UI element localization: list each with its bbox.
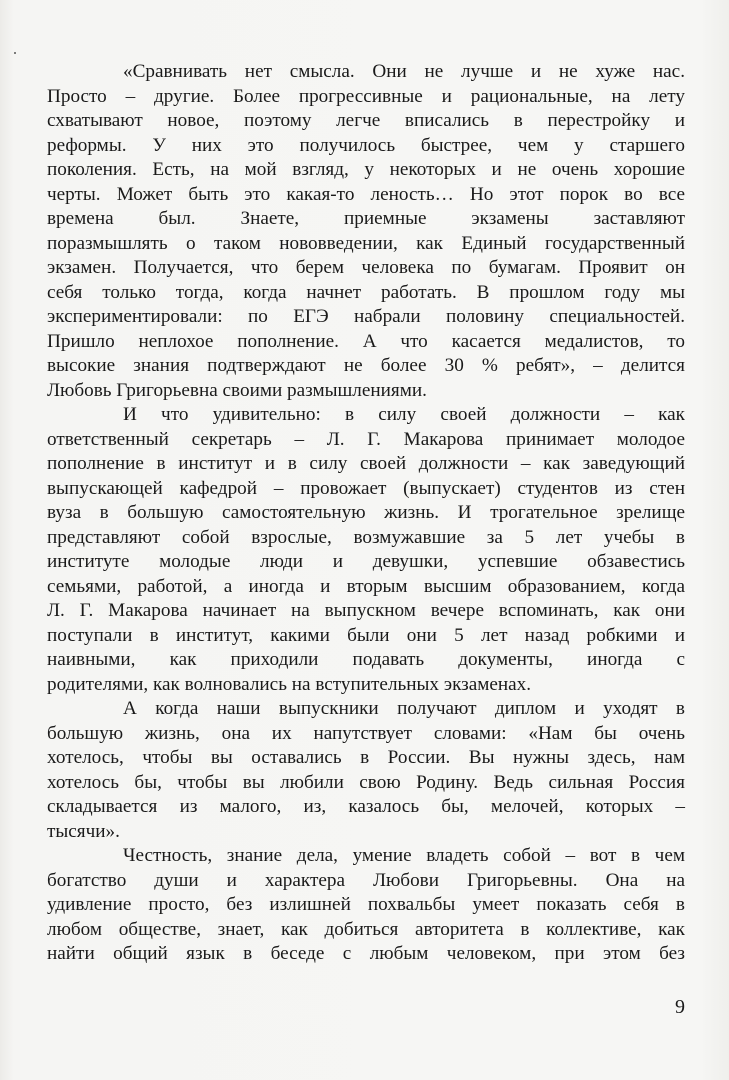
text-line: хотелось бы, чтобы вы любили свою Родину. Ведь сильная Россия xyxy=(47,771,685,793)
text-line: Честность, знание дела, умение владеть собой – вот в чем xyxy=(123,845,685,866)
text-line: найти общий язык в беседе с любым человеком, при этом без xyxy=(47,943,685,964)
text-line: семьями, работой, а иногда и вторым высшим образованием, когда xyxy=(47,575,685,597)
text-line: времена был. Знаете, приемные экзамены заставляют xyxy=(47,208,685,229)
text-line: высокие знания подтверждают не более 30 % ребят», – делится xyxy=(47,355,685,376)
text-line: поколения. Есть, на мой взгляд, у некоторых и не очень хорошие xyxy=(47,159,685,180)
scan-speck xyxy=(14,52,16,54)
text-line: родителями, как волновались на вступительных экзаменах. xyxy=(47,673,532,695)
text-line: Любовь Григорьевна своими размышлениями. xyxy=(47,379,427,401)
page-number: 9 xyxy=(675,996,685,1018)
text-line: богатство души и характера Любови Григорьевны. Она на xyxy=(47,869,685,891)
text-line: ответственный секретарь – Л. Г. Макарова принимает молодое xyxy=(47,428,685,450)
text-line: Пришло неплохое пополнение. А что касается медалистов, то xyxy=(47,330,685,352)
text-line: хотелось, чтобы вы оставались в России. Вы нужны здесь, нам xyxy=(47,747,685,768)
text-line: поразмышлять о таком нововведении, как Единый государственный xyxy=(47,232,685,254)
text-line: институте молодые люди и девушки, успевшие обзавестись xyxy=(47,551,685,572)
text-line: удивление просто, без излишней похвальбы умеет показать себя в xyxy=(47,894,685,915)
text-line: себя только тогда, когда начнет работать. В прошлом году мы xyxy=(47,281,685,303)
text-line: схватывают новое, поэтому легче вписались в перестройку и xyxy=(47,110,685,131)
text-line: вуза в большую самостоятельную жизнь. И трогательное зрелище xyxy=(47,502,685,523)
text-line: А когда наши выпускники получают диплом и уходят в xyxy=(123,698,685,719)
text-line: пополнение в институт и в силу своей должности – как заведующий xyxy=(47,453,685,474)
text-line: «Сравнивать нет смысла. Они не лучше и не хуже нас. xyxy=(123,61,685,82)
text-line: экзамен. Получается, что берем человека по бумагам. Проявит он xyxy=(47,257,685,278)
text-line: экспериментировали: по ЕГЭ набрали половину специальностей. xyxy=(47,306,685,327)
text-line: черты. Может быть это какая-то леность… Но этот порок во все xyxy=(47,183,685,205)
text-line: наивными, как приходили подавать документы, иногда с xyxy=(47,649,685,670)
text-line: реформы. У них это получилось быстрее, чем у старшего xyxy=(47,134,685,156)
text-line: выпускающей кафедрой – провожает (выпускает) студентов из стен xyxy=(47,477,685,499)
text-line: тысячи». xyxy=(47,820,120,842)
body-text xyxy=(47,60,685,967)
text-line: И что удивительно: в силу своей должности – как xyxy=(123,404,685,425)
text-line: складывается из малого, из, казалось бы, мелочей, которых – xyxy=(47,796,685,817)
text-line: поступали в институт, какими были они 5 лет назад робкими и xyxy=(47,624,685,646)
text-line: большую жизнь, она их напутствует словами: «Нам бы очень xyxy=(47,722,685,744)
text-line: Л. Г. Макарова начинает на выпускном вечере вспоминать, как они xyxy=(47,600,685,621)
text-line: представляют собой взрослые, возмужавшие за 5 лет учебы в xyxy=(47,526,685,548)
text-line: любом обществе, знает, как добиться авторитета в коллективе, как xyxy=(47,918,685,940)
text-line: Просто – другие. Более прогрессивные и рациональные, на лету xyxy=(47,85,685,107)
